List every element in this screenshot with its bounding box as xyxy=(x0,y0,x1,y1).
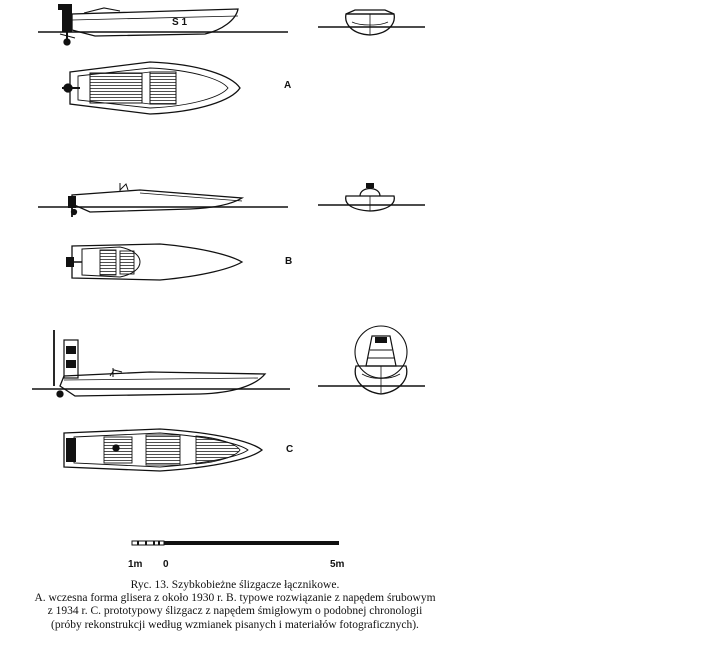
figure-caption xyxy=(0,579,470,632)
boat-b-label: B xyxy=(285,256,293,267)
boat-a-side-view xyxy=(38,4,288,45)
boat-a-front-view xyxy=(318,10,425,35)
boat-b-front-view xyxy=(318,183,425,211)
caption-line-3: z 1934 r. C. prototypowy ślizgacz z napędem śmigłowym o podobnej chronologii xyxy=(47,605,423,618)
caption-line-4: (próby rekonstrukcji według wzmianek pisanych i materiałów fotograficznych). xyxy=(51,618,419,631)
boat-b-side-view xyxy=(38,183,288,217)
boat-c-label: C xyxy=(286,444,294,455)
caption-title: Ryc. 13. Szybkobieżne ślizgacze łącznikowe. xyxy=(130,579,340,591)
scale-left-label: 1m xyxy=(128,559,143,570)
scale-bar xyxy=(132,541,339,545)
boat-b-top-view xyxy=(66,244,242,280)
boat-a-hull-marking: S 1 xyxy=(172,17,188,28)
boat-a-top-view xyxy=(62,62,240,114)
boat-a-label: A xyxy=(284,80,292,91)
scale-zero-label: 0 xyxy=(163,559,169,570)
caption-line-2: A. wczesna forma glisera z około 1930 r. B. typowe rozwiązanie z napędem śrubowym xyxy=(34,592,436,605)
boat-c-front-view xyxy=(318,326,425,394)
scale-right-label: 5m xyxy=(330,559,345,570)
boat-c-top-view xyxy=(64,429,262,471)
boat-c-side-view xyxy=(32,330,290,397)
